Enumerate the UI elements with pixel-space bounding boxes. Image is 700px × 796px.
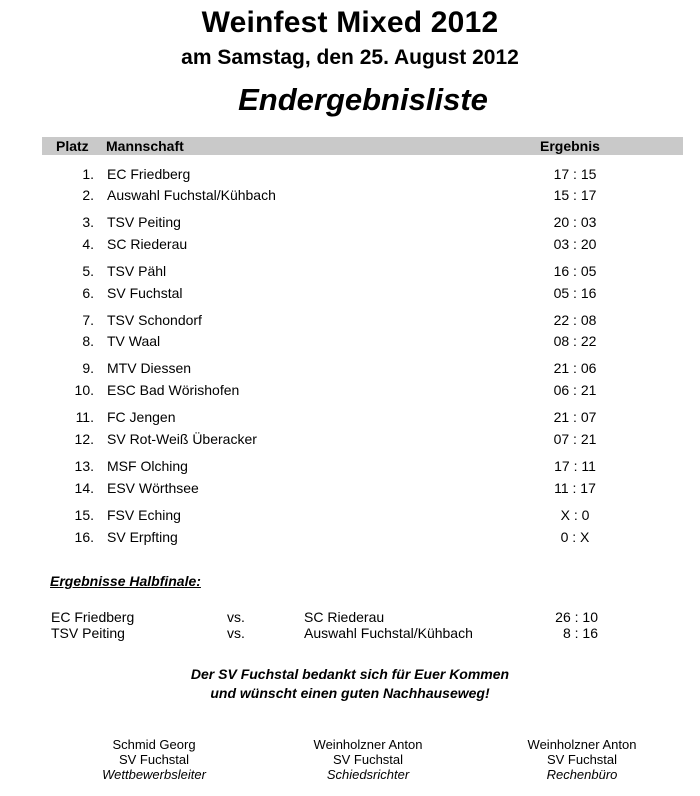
header-ergebnis: Ergebnis	[540, 138, 600, 154]
table-row	[0, 507, 700, 527]
semifinal-home-team: EC Friedberg	[51, 609, 135, 625]
signature-name: Schmid Georg	[112, 737, 196, 752]
table-row	[0, 529, 700, 549]
thanks-message	[0, 665, 700, 703]
team-score: 05 : 16	[553, 285, 597, 301]
semifinal-result: 26 : 10	[555, 609, 598, 625]
signature-block-scoring-office	[482, 737, 682, 782]
rank-number: 5.	[82, 263, 94, 279]
signature-club: SV Fuchstal	[546, 752, 618, 767]
semifinal-row	[0, 625, 700, 642]
team-name: SV Rot-Weiß Überacker	[107, 431, 257, 447]
table-row	[0, 382, 700, 402]
team-score: 20 : 03	[553, 214, 597, 230]
rank-number: 9.	[82, 360, 94, 376]
rank-number: 1.	[82, 166, 94, 182]
document-subtitle: am Samstag, den 25. August 2012	[181, 46, 519, 69]
rank-number: 2.	[82, 187, 94, 203]
signature-club: SV Fuchstal	[118, 752, 190, 767]
rank-number: 3.	[82, 214, 94, 230]
signature-club: SV Fuchstal	[332, 752, 404, 767]
rank-number: 7.	[82, 312, 94, 328]
team-name: Auswahl Fuchstal/Kühbach	[107, 187, 276, 203]
results-heading: Endergebnisliste	[238, 82, 488, 117]
team-score: 17 : 15	[553, 166, 597, 182]
table-row	[0, 480, 700, 500]
team-name: TSV Schondorf	[107, 312, 202, 328]
team-score: 21 : 07	[553, 409, 597, 425]
header-platz: Platz	[56, 138, 89, 154]
table-row	[0, 409, 700, 429]
table-row	[0, 360, 700, 380]
signature-name: Weinholzner Anton	[313, 737, 423, 752]
team-name: SV Fuchstal	[107, 285, 183, 301]
rank-number: 15.	[74, 507, 94, 523]
semifinal-home-team: TSV Peiting	[51, 625, 125, 641]
rank-number: 4.	[82, 236, 94, 252]
document-title: Weinfest Mixed 2012	[201, 6, 499, 39]
table-row	[0, 236, 700, 256]
rank-number: 10.	[74, 382, 94, 398]
semifinal-row	[0, 609, 700, 626]
table-row	[0, 285, 700, 305]
rank-number: 12.	[74, 431, 94, 447]
team-name: SC Riederau	[107, 236, 188, 252]
team-name: FC Jengen	[107, 409, 176, 425]
team-name: SV Erpfting	[107, 529, 178, 545]
team-score: 0 : X	[560, 529, 590, 545]
semifinal-away-team: Auswahl Fuchstal/Kühbach	[304, 625, 473, 641]
team-score: 08 : 22	[553, 333, 597, 349]
thanks-line-2: und wünscht einen guten Nachhauseweg!	[210, 685, 490, 701]
table-row	[0, 458, 700, 478]
team-score: 03 : 20	[553, 236, 597, 252]
signature-name: Weinholzner Anton	[527, 737, 637, 752]
team-name: ESC Bad Wörishofen	[107, 382, 240, 398]
signature-role: Rechenbüro	[546, 767, 618, 782]
team-name: EC Friedberg	[107, 166, 191, 182]
thanks-line-1: Der SV Fuchstal bedankt sich für Euer Kommen	[190, 666, 510, 682]
team-score: 06 : 21	[553, 382, 597, 398]
semifinals-title: Ergebnisse Halbfinale:	[50, 573, 201, 589]
team-score: 16 : 05	[553, 263, 597, 279]
team-name: TSV Pähl	[107, 263, 167, 279]
table-row	[0, 187, 700, 207]
semifinal-away-team: SC Riederau	[304, 609, 385, 625]
table-row	[0, 166, 700, 186]
table-row	[0, 214, 700, 234]
rank-number: 6.	[82, 285, 94, 301]
team-name: MTV Diessen	[107, 360, 192, 376]
rank-number: 16.	[74, 529, 94, 545]
team-name: FSV Eching	[107, 507, 181, 523]
table-row	[0, 263, 700, 283]
team-score: 07 : 21	[553, 431, 597, 447]
team-name: ESV Wörthsee	[107, 480, 199, 496]
team-score: 11 : 17	[554, 480, 596, 496]
signature-block-competition-leader	[54, 737, 254, 782]
team-score: 22 : 08	[553, 312, 597, 328]
rank-number: 8.	[82, 333, 94, 349]
header-mannschaft: Mannschaft	[106, 138, 184, 154]
team-score: 21 : 06	[553, 360, 597, 376]
table-header	[42, 137, 683, 155]
team-score: 15 : 17	[553, 187, 597, 203]
team-name: MSF Olching	[107, 458, 188, 474]
signature-role: Schiedsrichter	[326, 767, 410, 782]
semifinal-vs: vs.	[227, 609, 245, 625]
table-row	[0, 333, 700, 353]
semifinal-result: 8 : 16	[562, 625, 598, 641]
signature-block-referee	[268, 737, 468, 782]
semifinal-vs: vs.	[227, 625, 245, 641]
rank-number: 11.	[75, 409, 94, 425]
table-row	[0, 431, 700, 451]
team-name: TSV Peiting	[107, 214, 181, 230]
rank-number: 14.	[74, 480, 94, 496]
team-name: TV Waal	[107, 333, 161, 349]
signature-role: Wettbewerbsleiter	[102, 767, 206, 782]
team-score: 17 : 11	[554, 458, 596, 474]
table-row	[0, 312, 700, 332]
rank-number: 13.	[74, 458, 94, 474]
team-score: X : 0	[560, 507, 590, 523]
